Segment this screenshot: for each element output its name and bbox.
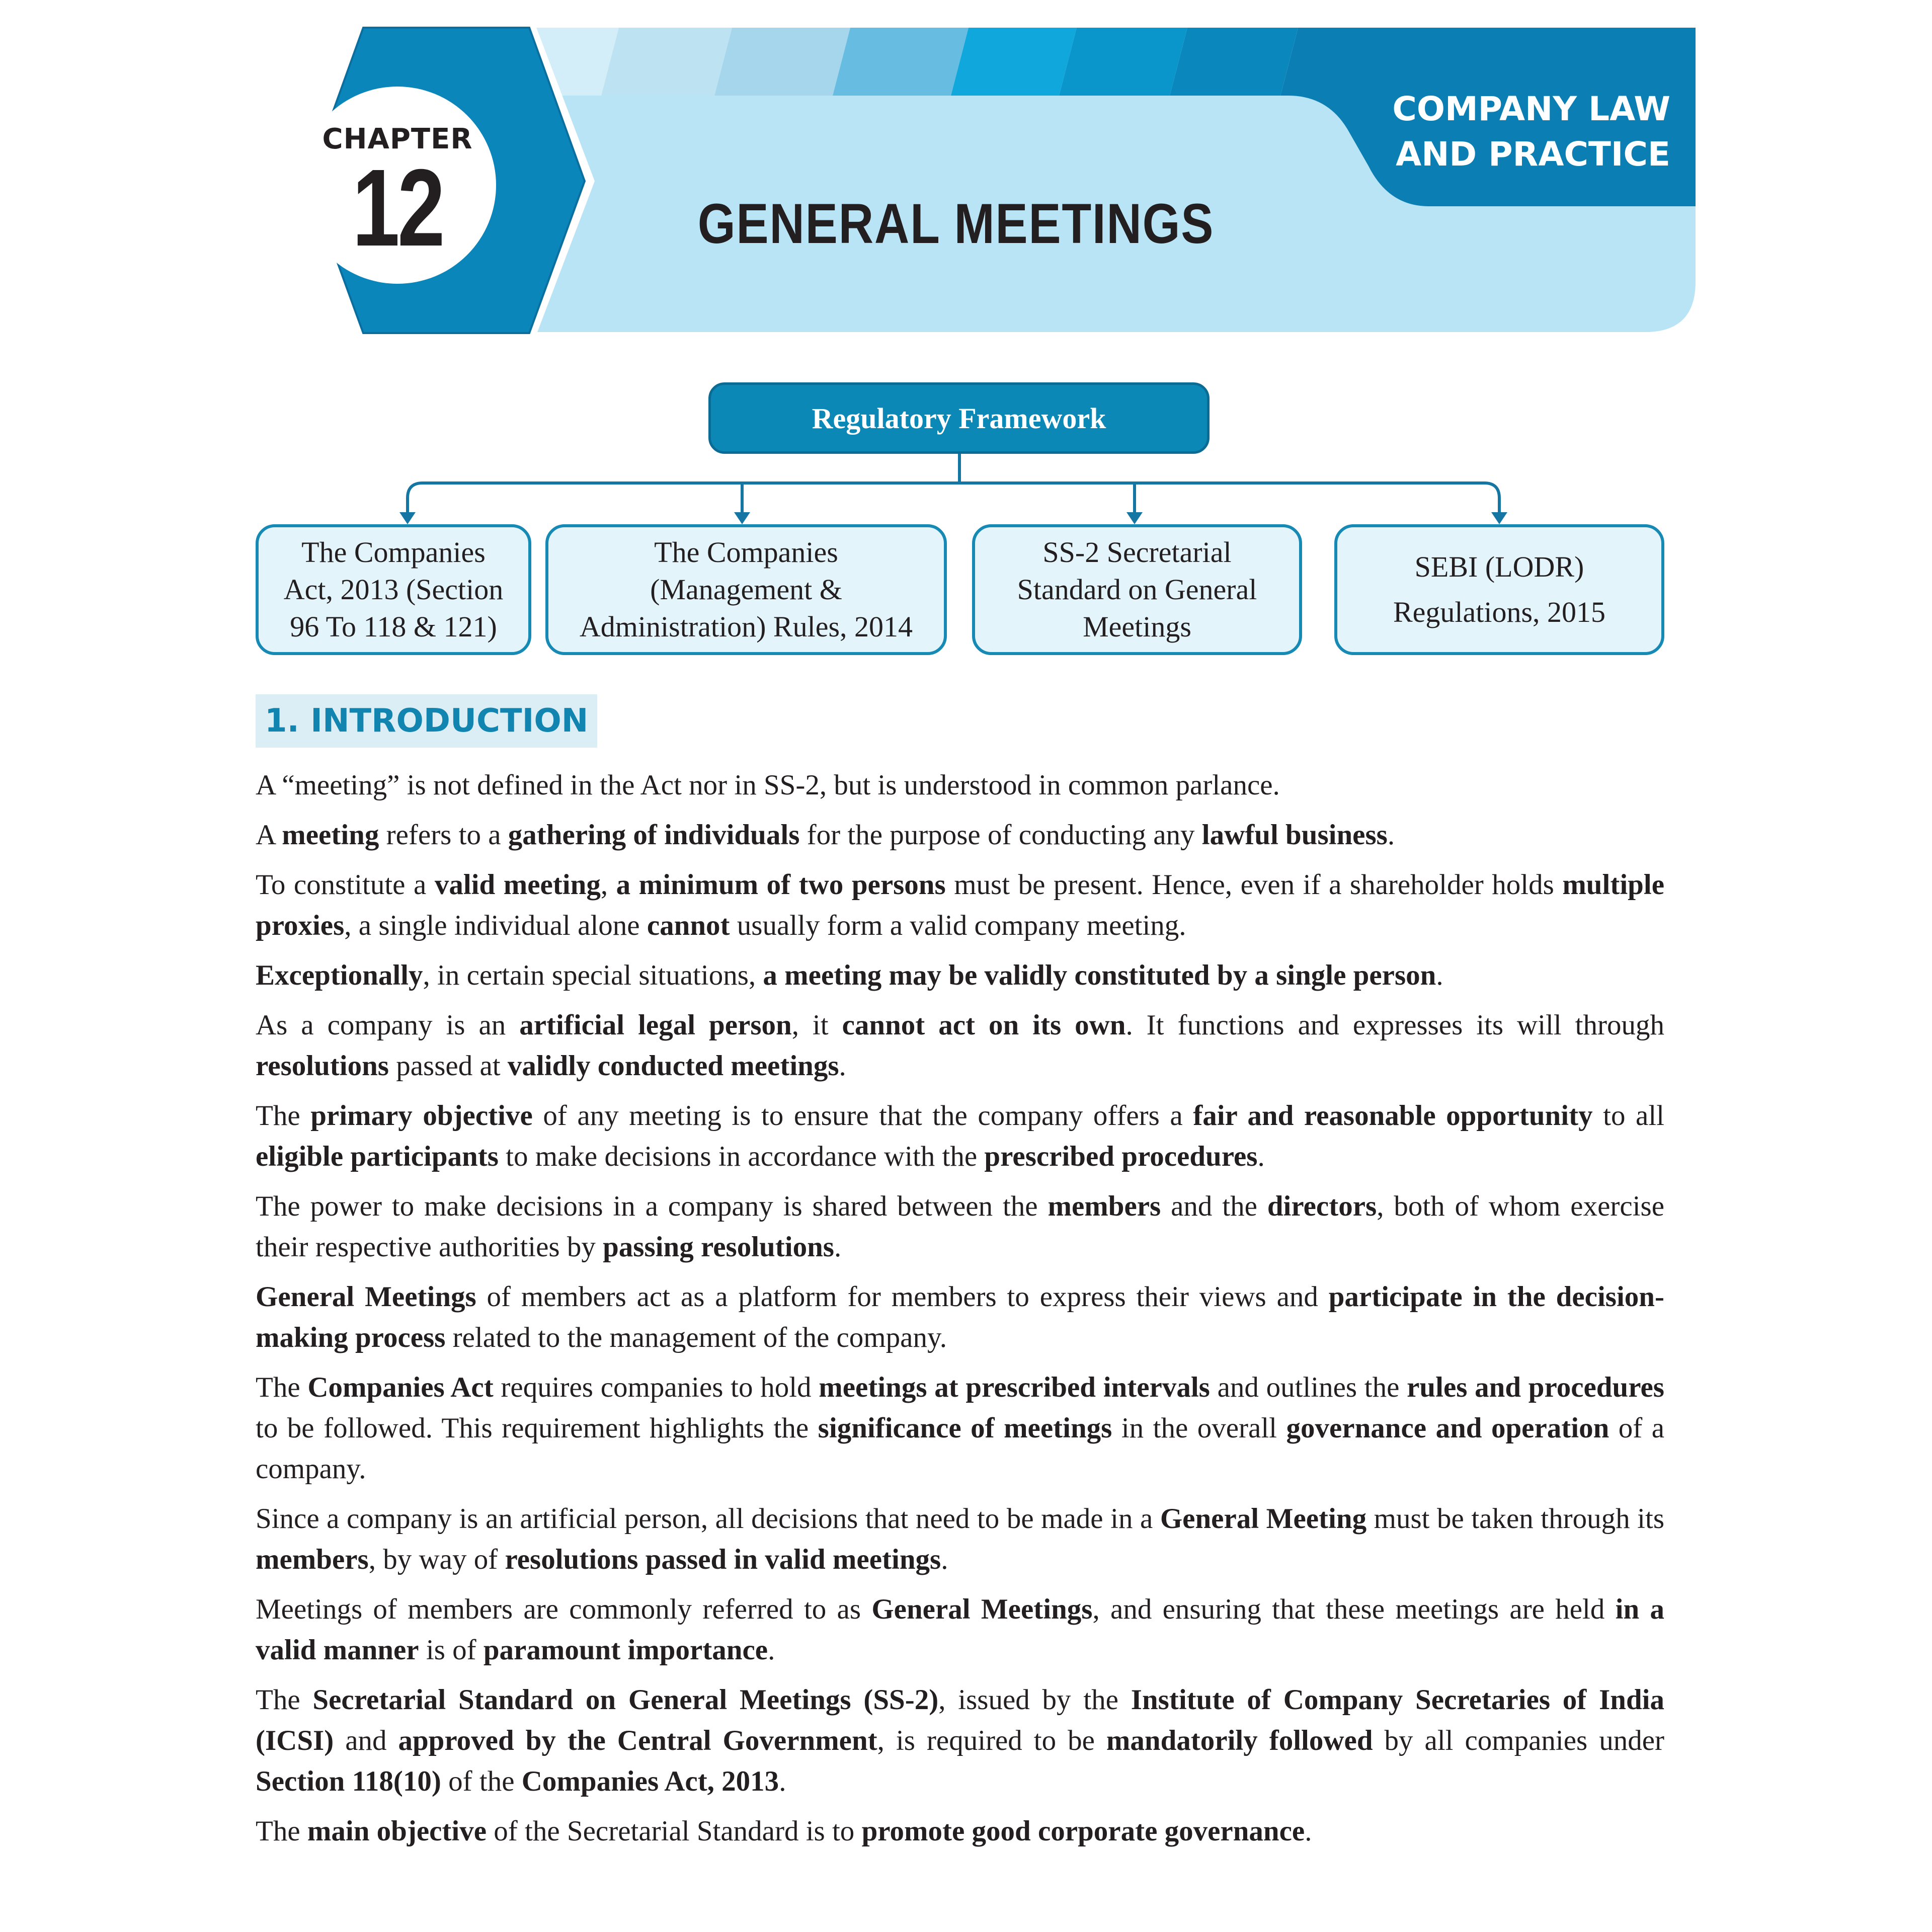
- bold-run: multiple proxies: [256, 869, 1665, 941]
- framework-box-line: Regulations, 2015: [1393, 596, 1606, 628]
- text-run: to make decisions in accordance with the: [498, 1141, 985, 1172]
- paragraph: [256, 1276, 1664, 1358]
- bold-run: General Meetings: [256, 1281, 476, 1313]
- bold-run: Institute of Company Secretaries of India (ICSI): [256, 1684, 1664, 1756]
- text-run: of the Secretarial Standard is to: [487, 1815, 862, 1847]
- bold-run: participate in the decision-making process: [256, 1281, 1664, 1353]
- bold-run: cannot act on its own: [842, 1009, 1126, 1041]
- bold-run: eligible participants: [256, 1141, 499, 1172]
- framework-box-line: SEBI (LODR): [1414, 550, 1584, 583]
- text-run: must be taken through its: [1366, 1503, 1664, 1535]
- bold-run: Secretarial Standard on General Meetings (SS-2): [312, 1684, 939, 1716]
- text-run: to all: [1592, 1100, 1665, 1132]
- text-run: of a company.: [256, 1412, 1665, 1485]
- text-run: The: [256, 1815, 307, 1847]
- text-run: A “meeting” is not defined in the Act nor in SS-2, but is understood in common parlance.: [256, 769, 1280, 801]
- bold-run: artificial legal person: [519, 1009, 792, 1041]
- subject-line-1: COMPANY LAW: [1392, 90, 1670, 128]
- text-run: and: [334, 1725, 398, 1756]
- bold-run: governance and operation: [1286, 1412, 1609, 1444]
- bold-run: meetings at prescribed intervals: [819, 1372, 1210, 1403]
- text-run: .: [1305, 1815, 1312, 1847]
- bold-run: validly conducted meetings: [507, 1050, 839, 1082]
- paragraph: [256, 765, 1664, 806]
- text-run: .: [1257, 1141, 1265, 1172]
- text-run: .: [941, 1544, 948, 1575]
- bold-run: members: [1048, 1190, 1161, 1222]
- paragraph: [256, 1498, 1664, 1580]
- text-run: for the purpose of conducting any: [799, 819, 1202, 851]
- framework-box-line: (Management &: [650, 573, 842, 606]
- bold-run: meeting: [282, 819, 379, 851]
- framework-box-line: 96 To 118 & 121): [290, 610, 497, 643]
- text-run: refers to a: [379, 819, 508, 851]
- bold-run: main objective: [307, 1815, 487, 1847]
- framework-box-line: Act, 2013 (Section: [283, 573, 504, 606]
- paragraph: [256, 955, 1664, 996]
- chapter-label: CHAPTER: [322, 123, 473, 155]
- text-run: is of: [419, 1634, 484, 1666]
- framework-box-line: Meetings: [1083, 610, 1191, 643]
- paragraph: [256, 864, 1664, 946]
- text-run: must be present. Hence, even if a shareholder holds: [945, 869, 1563, 901]
- text-run: .: [768, 1634, 775, 1666]
- framework-box-line: The Companies: [301, 536, 486, 569]
- text-run: . It functions and expresses its will through: [1125, 1009, 1664, 1041]
- text-run: of any meeting is to ensure that the company offers a: [532, 1100, 1193, 1132]
- text-run: ,: [600, 869, 616, 901]
- bold-run: resolutions: [256, 1050, 389, 1082]
- framework-box-line: SS-2 Secretarial: [1042, 536, 1232, 569]
- paragraph: [256, 1186, 1664, 1267]
- text-run: usually form a valid company meeting.: [730, 910, 1186, 941]
- paragraph: [256, 1679, 1664, 1802]
- framework-box-line: The Companies: [654, 536, 838, 569]
- bold-run: cannot: [647, 910, 730, 941]
- section-heading: 1. INTRODUCTION: [256, 694, 597, 748]
- text-run: The: [256, 1372, 308, 1403]
- text-run: , it: [791, 1009, 842, 1041]
- text-run: by all companies under: [1373, 1725, 1664, 1756]
- paragraph: [256, 1367, 1664, 1489]
- bold-run: Exceptionally: [256, 959, 423, 991]
- bold-run: resolutions passed in valid meetings: [505, 1544, 941, 1575]
- text-run: , a single individual alone: [344, 910, 647, 941]
- text-run: The power to make decisions in a company is shared between the: [256, 1190, 1048, 1222]
- text-run: , is required to be: [877, 1725, 1106, 1756]
- bold-run: in a valid manner: [256, 1593, 1664, 1666]
- text-run: As a company is an: [256, 1009, 520, 1041]
- text-run: of members act as a platform for members to express their views and: [476, 1281, 1329, 1313]
- bold-run: Companies Act, 2013: [521, 1765, 779, 1797]
- paragraph: [256, 1589, 1664, 1670]
- bold-run: a meeting may be validly constituted by a single person: [763, 959, 1436, 991]
- bold-run: fair and reasonable opportunity: [1193, 1100, 1593, 1132]
- paragraph: [256, 1095, 1664, 1177]
- bold-run: General Meetings: [871, 1593, 1093, 1625]
- framework-box-ss2: [972, 524, 1302, 655]
- framework-box-sebi-lodr: [1334, 524, 1664, 655]
- text-run: , in certain special situations,: [423, 959, 763, 991]
- text-run: to be followed. This requirement highlights the: [256, 1412, 818, 1444]
- text-run: The: [256, 1684, 313, 1716]
- bold-run: Companies Act: [307, 1372, 494, 1403]
- bold-run: prescribed procedures: [984, 1141, 1258, 1172]
- text-run: requires companies to hold: [493, 1372, 819, 1403]
- text-run: and outlines the: [1210, 1372, 1407, 1403]
- bold-run: promote good corporate governance: [861, 1815, 1305, 1847]
- text-run: Since a company is an artificial person, all decisions that need to be made in a: [256, 1503, 1160, 1535]
- framework-connectors: [0, 0, 1932, 553]
- framework-root-box: Regulatory Framework: [708, 382, 1210, 454]
- paragraph: [256, 1005, 1664, 1086]
- text-run: .: [1436, 959, 1443, 991]
- text-run: passed at: [389, 1050, 508, 1082]
- bold-run: members: [256, 1544, 369, 1575]
- paragraph: [256, 1811, 1664, 1852]
- introduction-body: [256, 765, 1664, 1861]
- text-run: The: [256, 1100, 311, 1132]
- bold-run: significance of meetings: [818, 1412, 1112, 1444]
- bold-run: General Meeting: [1160, 1503, 1367, 1535]
- bold-run: mandatorily followed: [1106, 1725, 1373, 1756]
- chapter-number: 12: [352, 147, 443, 269]
- bold-run: primary objective: [310, 1100, 533, 1132]
- framework-box-rules-2014: [545, 524, 947, 655]
- chapter-title: GENERAL MEETINGS: [697, 192, 1215, 255]
- bold-run: gathering of individuals: [508, 819, 800, 851]
- bold-run: lawful business: [1201, 819, 1388, 851]
- text-run: , and ensuring that these meetings are held: [1092, 1593, 1616, 1625]
- framework-box-line: Administration) Rules, 2014: [579, 610, 913, 643]
- bold-run: valid meeting: [434, 869, 601, 901]
- text-run: .: [779, 1765, 786, 1797]
- text-run: .: [1387, 819, 1395, 851]
- bold-run: approved by the Central Government: [398, 1725, 877, 1756]
- text-run: , both of whom exercise their respective authorities by: [256, 1190, 1665, 1263]
- bold-run: passing resolutions: [603, 1231, 834, 1263]
- subject-line-2: AND PRACTICE: [1396, 135, 1670, 174]
- text-run: , by way of: [368, 1544, 505, 1575]
- text-run: in the overall: [1112, 1412, 1286, 1444]
- bold-run: rules and procedures: [1407, 1372, 1664, 1403]
- text-run: related to the management of the company.: [445, 1322, 947, 1353]
- text-run: A: [256, 819, 282, 851]
- text-run: and the: [1161, 1190, 1267, 1222]
- text-run: , issued by the: [938, 1684, 1131, 1716]
- text-run: of the: [441, 1765, 522, 1797]
- text-run: .: [839, 1050, 846, 1082]
- bold-run: paramount importance: [483, 1634, 768, 1666]
- paragraph: [256, 815, 1664, 855]
- bold-run: Section 118(10): [256, 1765, 441, 1797]
- text-run: .: [834, 1231, 842, 1263]
- text-run: Meetings of members are commonly referred to as: [256, 1593, 872, 1625]
- bold-run: a minimum of two persons: [616, 869, 946, 901]
- bold-run: directors: [1267, 1190, 1377, 1222]
- framework-box-companies-act: [256, 524, 531, 655]
- text-run: To constitute a: [256, 869, 435, 901]
- framework-box-line: Standard on General: [1017, 573, 1257, 606]
